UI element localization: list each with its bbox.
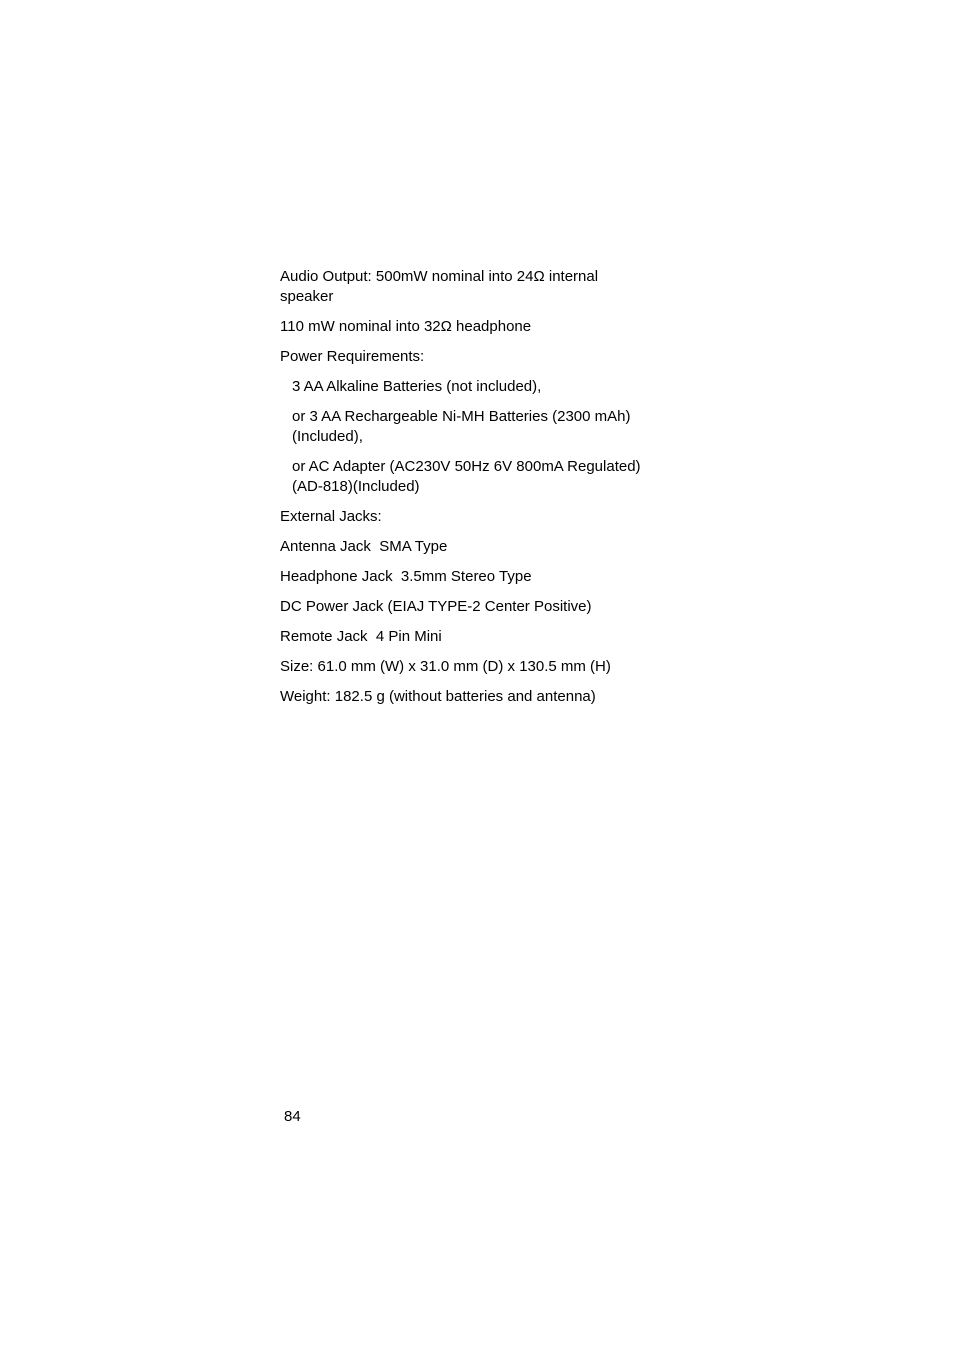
spec-power-adapter: or AC Adapter (AC230V 50Hz 6V 800mA Regulated)(AD-818)(Included) bbox=[292, 458, 641, 495]
spec-size: Size: 61.0 mm (W) x 31.0 mm (D) x 130.5 mm (H) bbox=[280, 658, 611, 675]
spec-remote-jack: Remote Jack 4 Pin Mini bbox=[280, 628, 442, 645]
spec-antenna-jack: Antenna Jack SMA Type bbox=[280, 538, 448, 555]
spec-power-heading: Power Requirements: bbox=[280, 348, 425, 365]
specifications-list bbox=[280, 267, 650, 717]
spec-jacks-heading: External Jacks: bbox=[280, 508, 382, 525]
page-number: 84 bbox=[284, 1108, 301, 1125]
spec-headphone-output: 110 mW nominal into 32Ω headphone bbox=[280, 318, 532, 335]
spec-weight: Weight: 182.5 g (without batteries and antenna) bbox=[280, 688, 596, 705]
spec-power-batteries: 3 AA Alkaline Batteries (not included), bbox=[292, 378, 542, 395]
spec-audio-output: Audio Output: 500mW nominal into 24Ω internal speaker bbox=[280, 268, 599, 305]
spec-power-rechargeable: or 3 AA Rechargeable Ni-MH Batteries (2300 mAh)(Included), bbox=[292, 408, 631, 445]
spec-dc-power-jack: DC Power Jack (EIAJ TYPE-2 Center Positive) bbox=[280, 598, 592, 615]
spec-headphone-jack: Headphone Jack 3.5mm Stereo Type bbox=[280, 568, 532, 585]
